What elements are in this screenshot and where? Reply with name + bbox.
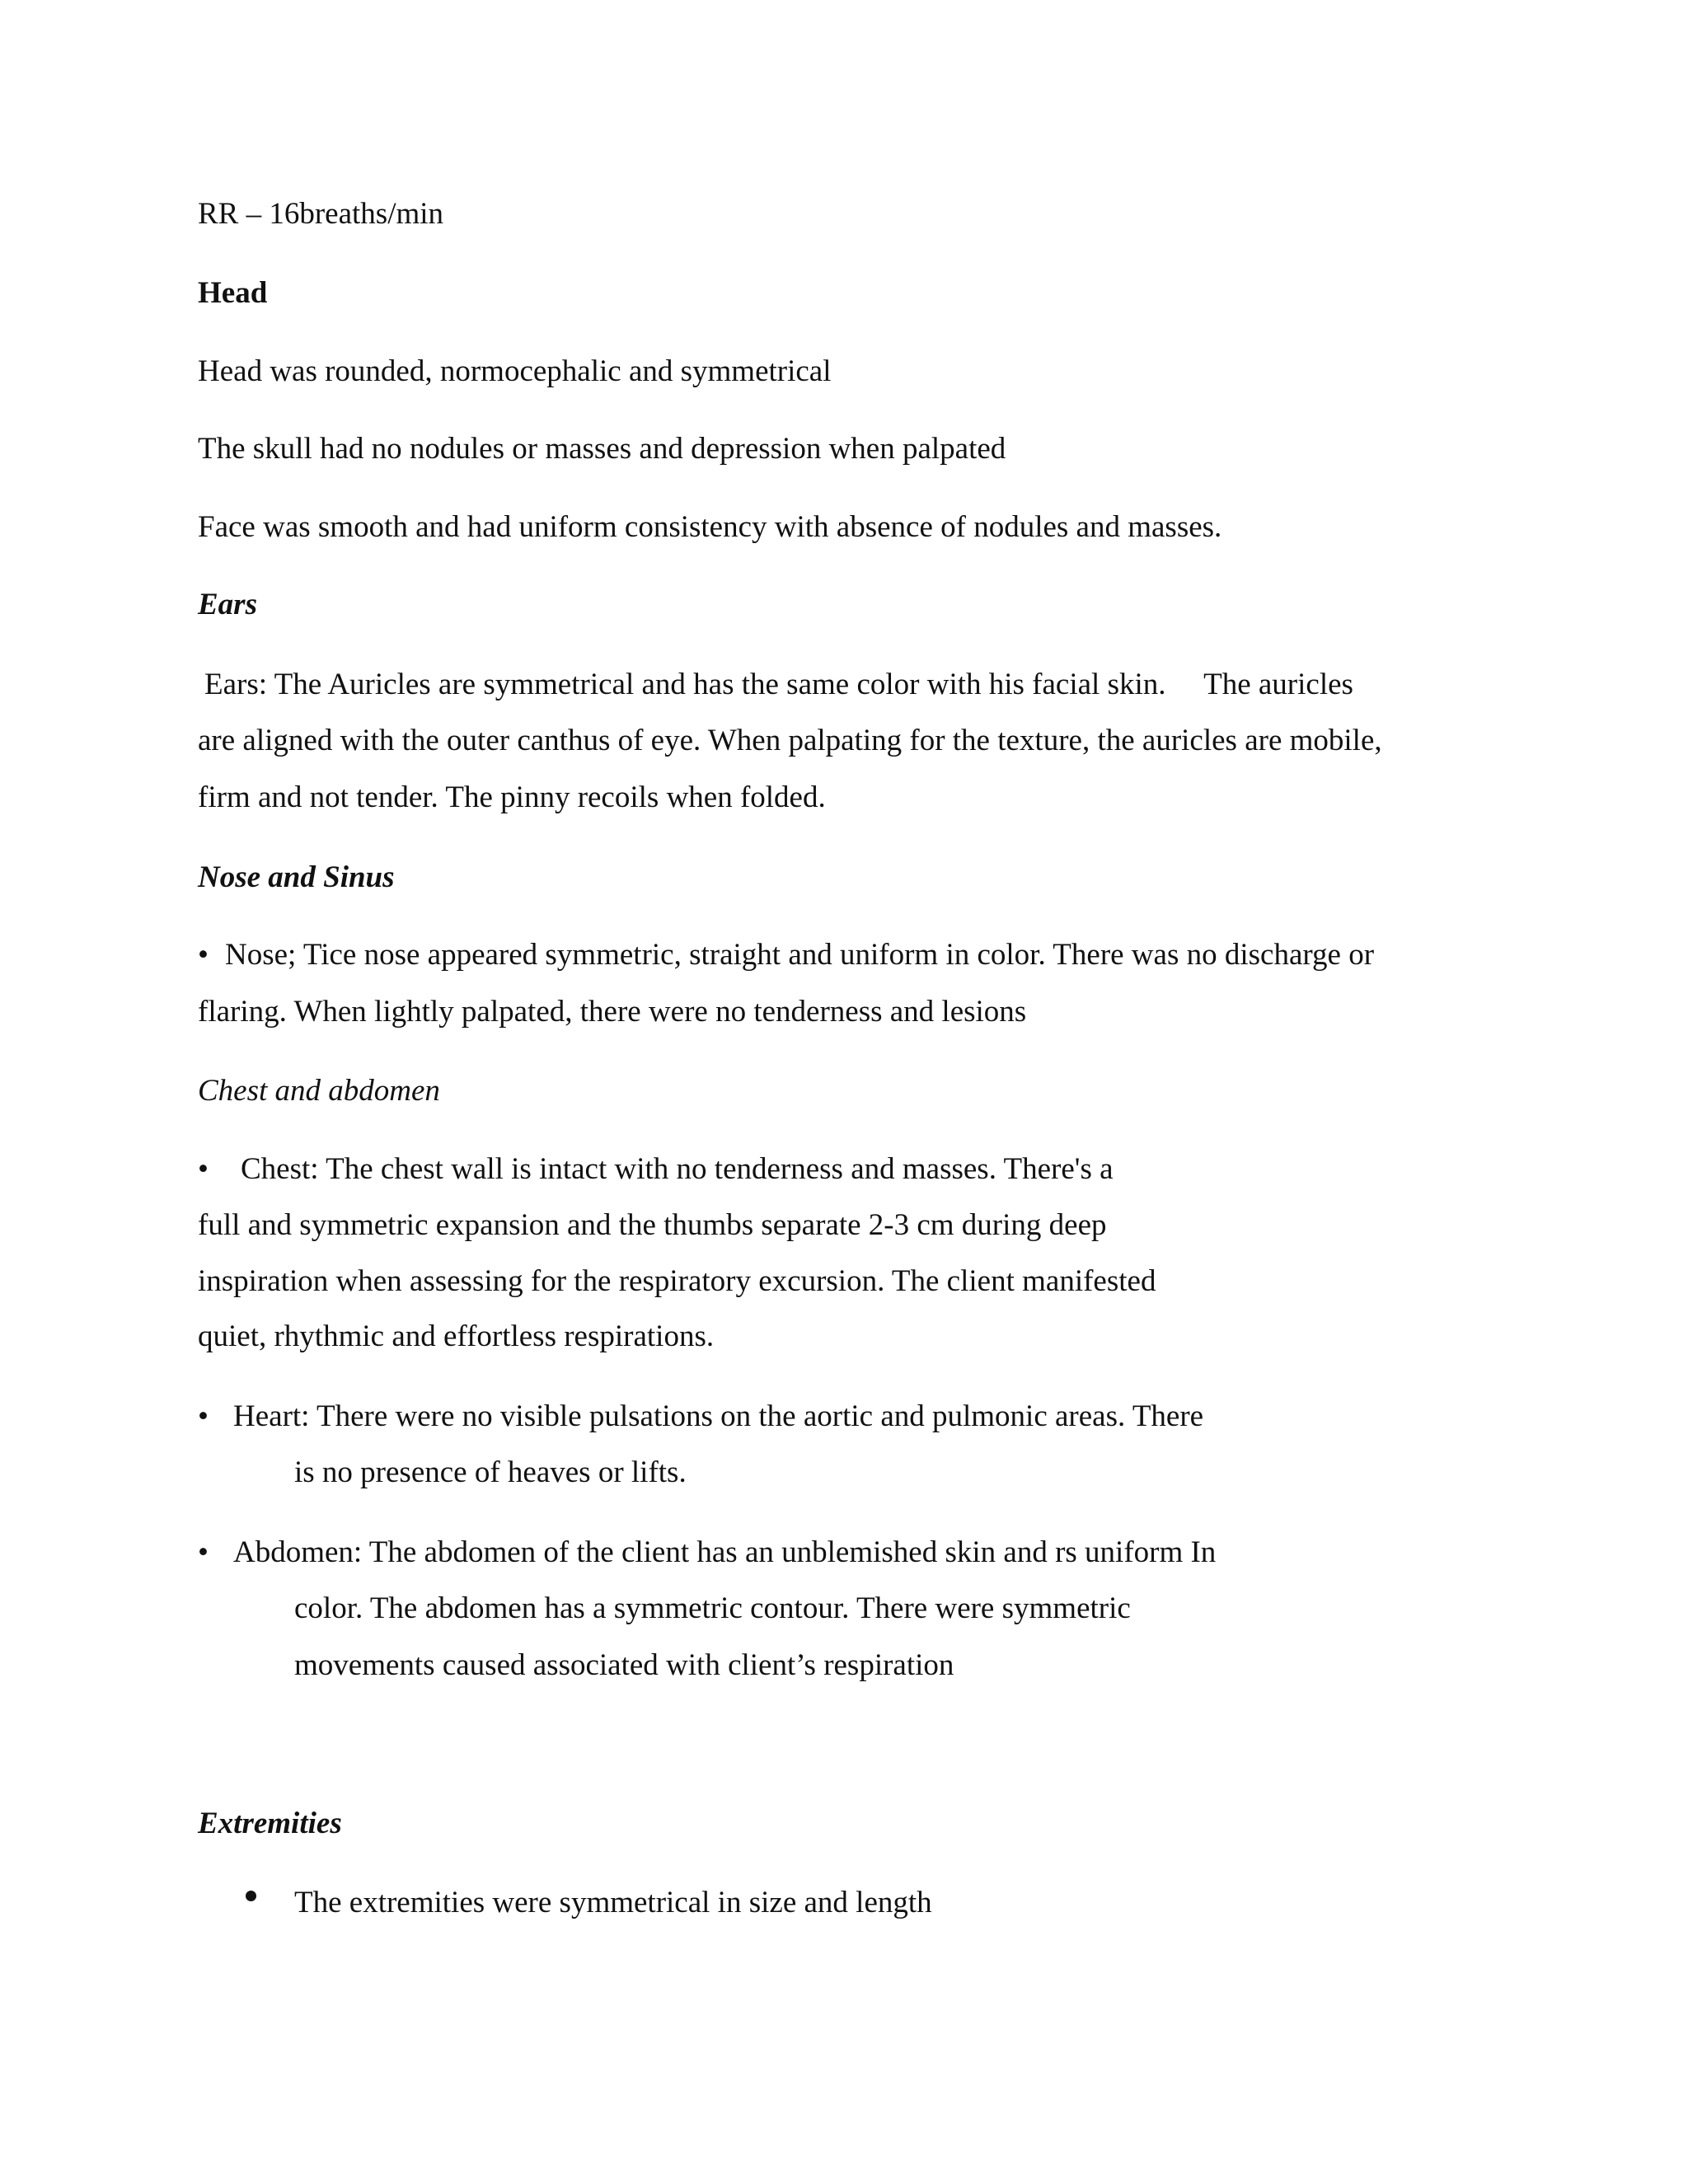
heart-bullet: • [198, 1399, 209, 1433]
chest-line-4: quiet, rhythmic and effortless respirations. [198, 1319, 715, 1353]
ears-line-3: firm and not tender. The pinny recoils when folded. [198, 780, 826, 814]
head-line-1: Head was rounded, normocephalic and symmetrical [198, 354, 832, 388]
abdomen-line-2: color. The abdomen has a symmetric contour. There were symmetric [294, 1591, 1131, 1625]
nose-line-2: flaring. When lightly palpated, there were no tenderness and lesions [198, 995, 1027, 1029]
ears-line-2: are aligned with the outer canthus of eye. When palpating for the texture, the auricles are mobile, [198, 724, 1382, 757]
nose-line-1: Nose; Tice nose appeared symmetric, straight and uniform in color. There was no discharge or [225, 938, 1375, 972]
abdomen-bullet: • [198, 1535, 209, 1569]
vitals-rr: RR – 16breaths/min [198, 197, 444, 231]
section-heading-ears: Ears [198, 588, 257, 621]
section-heading-nose: Nose and Sinus [198, 860, 395, 894]
chest-bullet: • [198, 1152, 209, 1186]
heart-line-2: is no presence of heaves or lifts. [294, 1455, 687, 1489]
section-heading-head: Head [198, 276, 268, 310]
chest-line-1: Chest: The chest wall is intact with no tenderness and masses. There's a [241, 1152, 1114, 1186]
chest-line-2: full and symmetric expansion and the thumbs separate 2-3 cm during deep [198, 1208, 1107, 1242]
head-line-3: Face was smooth and had uniform consistency with absence of nodules and masses. [198, 510, 1222, 544]
chest-line-3: inspiration when assessing for the respiratory excursion. The client manifested [198, 1264, 1156, 1298]
head-line-2: The skull had no nodules or masses and depression when palpated [198, 432, 1006, 466]
ears-line-1: Ears: The Auricles are symmetrical and has the same color with his facial skin. The auricles [204, 668, 1353, 701]
abdomen-line-3: movements caused associated with client’s respiration [294, 1648, 954, 1682]
section-heading-extremities: Extremities [198, 1807, 342, 1840]
nose-bullet: • [198, 938, 209, 972]
extremities-line-1: The extremities were symmetrical in size and length [294, 1886, 932, 1919]
extremities-bullet [246, 1891, 256, 1901]
heart-line-1: Heart: There were no visible pulsations on the aortic and pulmonic areas. There [233, 1399, 1204, 1433]
abdomen-line-1: Abdomen: The abdomen of the client has an unblemished skin and rs uniform In [233, 1535, 1217, 1569]
section-heading-chest-abdomen: Chest and abdomen [198, 1074, 440, 1108]
